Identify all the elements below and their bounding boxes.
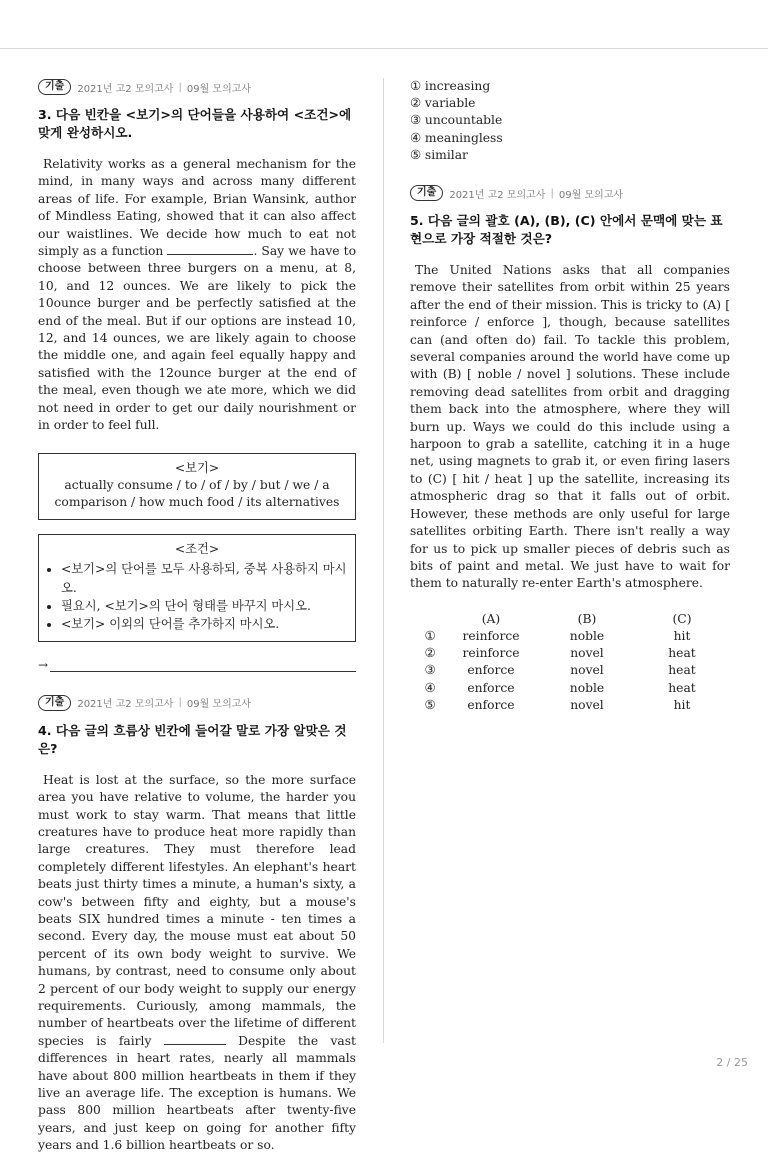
q5-row-num: ① [424,628,436,643]
q5-choice-b: [ noble / novel ] [467,367,571,382]
q3-cond-heading: <조건> [174,541,220,556]
q5-header-c: (C) [672,611,692,626]
q5-row-a: enforce [467,697,515,712]
q5-passage-4: up the satellite, increasing its atmospheric drag so that it falls out of orbit. However, these methods are only useful for large satellites orbiting Earth. There isn't really a way for us to pick up smaller pieces of debris such as bits of paint and metal. We just have to wait for them to naturally re-enter Earth's atmosphere. [410,471,730,591]
q5-row-num: ③ [424,663,436,678]
q5-choice-a: [ reinforce / enforce ] [410,297,730,330]
q3-condition-2: • 필요시, <보기>의 단어 형태를 바꾸지 마시오. [61,597,347,615]
q4-title: 4. 다음 글의 흐름상 빈칸에 들어갈 말로 가장 알맞은 것은? [38,722,347,756]
q4-passage-b: Despite the vast differences in heart rates, nearly all mammals have about 800 million heartbeats in them if they live an average life. The exception is humans. We pass 800 million heartbeats after twenty-five years, and just keep on going for another fifty years and 1.6 billion heartbeats or so. [38,1033,356,1153]
q5-row-b: novel [570,697,604,712]
q5-row-b: noble [569,680,605,695]
q5-row-c: heat [668,680,696,695]
table-row[interactable] [410,680,730,697]
q5-passage-3: solutions. These include removing dead satellites from orbit and dragging them back into the atmosphere, where they will burn up. Ways we could do this include using a harpoon to grab a satellite, catching it in a huge net, using magnets to grab it, or even firing lasers to (C) [410,367,730,486]
q5-choice-c: [ hit / heat ] [452,471,533,486]
q5-row-num: ⑤ [424,697,436,712]
q3-passage [38,156,356,435]
q5-header-num [410,611,450,628]
q3-bogi-box [38,453,356,520]
q3-blank [167,254,253,255]
q4-exam: 09월 모의고사 [186,699,252,711]
q3-answer-line[interactable] [38,654,356,672]
q5-row-b: novel [570,646,604,661]
q5-row-a: reinforce [462,646,520,661]
q3-meta [38,78,356,96]
q5-row-a: enforce [467,663,515,678]
q5-tag-badge: 기출 [410,185,443,201]
header-rule [0,48,768,49]
q3-conditions-list [47,560,347,634]
right-column [410,78,730,714]
q3-condition-1: • <보기>의 단어를 모두 사용하되, 중복 사용하지 마시오. [61,560,347,597]
q5-passage [410,262,730,593]
q3-bogi-heading: <보기> [174,460,220,475]
q5-row-b: novel [570,663,604,678]
q3-exam: 09월 모의고사 [186,83,252,95]
q4-blank [164,1044,226,1045]
page-number: 2 / 25 [716,1056,748,1069]
q5-row-c: heat [668,663,696,678]
q5-passage-2: , though, because satellites can (and often do) fail. To tackle this problem, several companies around the world have come up with (B) [410,315,730,382]
q5-row-c: heat [668,646,696,661]
q4-option-3[interactable]: ③ uncountable [410,113,503,128]
q4-passage-a: Heat is lost at the surface, so the more surface area you have relative to volume, the harder you must work to stay warm. That means that little creatures have to produce heat more rapidly than large creatures. They must therefore lead completely different lifestyles. An elephant's heart beats just thirty times a minute, a human's sixty, a cow's between fifty and eighty, but a mouse's beats SIX hundred times a minute - ten times a second. Every day, the mouse must eat about 50 percent of its own body weight to survive. We humans, by contrast, need to consume only about 2 percent of our body weight to supply our energy requirements. Curiously, among mammals, the number of heartbeats over the lifetime of different species is fairly [38,772,356,1048]
q4-options [410,78,730,164]
q3-passage-b: . Say we have to choose between three burgers on a menu, at 8, 10, and 12 ounces. We are likely to pick the 10ounce burger and be perfectly satisfied at the end of the meal. But if our options are instead 10, 12, and 14 ounces, we are likely again to choose the middle one, and again feel equally happy and satisfied with the 12ounce burger at the end of the meal, even though we ate more, which we did not need in order to get our daily nourishment or in order to feel full. [38,244,356,433]
q4-option-4[interactable]: ④ meaningless [410,130,503,145]
q5-row-num: ② [424,646,436,661]
q4-option-2[interactable]: ② variable [410,96,476,111]
q4-option-1[interactable]: ① increasing [410,79,491,93]
q5-exam: 09월 모의고사 [558,189,624,201]
q5-row-a: enforce [467,680,515,695]
q3-answer-underline [50,661,356,672]
q3-bogi-words: actually consume / to / of / by / but / we / a comparison / how much food / its alternatives [54,477,340,510]
q5-title: 5. 다음 글의 괄호 (A), (B), (C) 안에서 문맥에 맞는 표현으로 가장 적절한 것은? [410,213,723,247]
q5-row-b: noble [569,628,605,643]
q3-passage-a: Relativity works as a general mechanism for the mind, in many ways and across many different areas of life. For example, Brian Wansink, author of Mindless Eating, showed that it can also affect our waistlines. We decide how much to eat not simply as a function [38,157,356,259]
q5-row-c: hit [673,628,691,643]
left-column [38,78,356,1155]
q3-meta-separator: | [178,81,182,93]
q3-title: 3. 다음 빈칸을 <보기>의 단어들을 사용하여 <조건>에 맞게 완성하시오. [38,107,352,140]
q5-header-a: (A) [481,611,501,626]
table-row[interactable] [410,662,730,679]
q3-year: 2021년 고2 모의고사 [77,83,174,95]
q4-meta-separator: | [178,697,182,709]
column-divider [383,78,384,1043]
q4-option-5[interactable]: ⑤ similar [410,147,468,162]
table-row[interactable] [410,628,730,645]
q5-choice-table [410,611,730,714]
table-row[interactable] [410,697,730,714]
q3-conditions-box [38,534,356,642]
q4-year: 2021년 고2 모의고사 [77,699,174,711]
q5-table-header [410,611,730,628]
q5-passage-1: The United Nations asks that all companies remove their satellites from orbit within 25 years after the end of their mission. This is tricky to (A) [410,263,730,312]
q3-condition-3: • <보기> 이외의 단어를 추가하지 마시오. [61,615,347,633]
q5-row-c: hit [673,697,691,712]
q4-passage [38,772,356,1155]
q3-tag-badge: 기출 [38,79,71,95]
q4-tag-badge: 기출 [38,695,71,711]
q5-meta [410,184,730,202]
q5-year: 2021년 고2 모의고사 [449,189,546,201]
q5-row-a: reinforce [462,628,520,643]
q5-meta-separator: | [550,187,554,199]
table-row[interactable] [410,645,730,662]
q4-meta [38,694,356,712]
q5-row-num: ④ [424,680,436,695]
answer-arrow-icon: → [38,657,49,672]
q5-header-b: (B) [577,611,597,626]
